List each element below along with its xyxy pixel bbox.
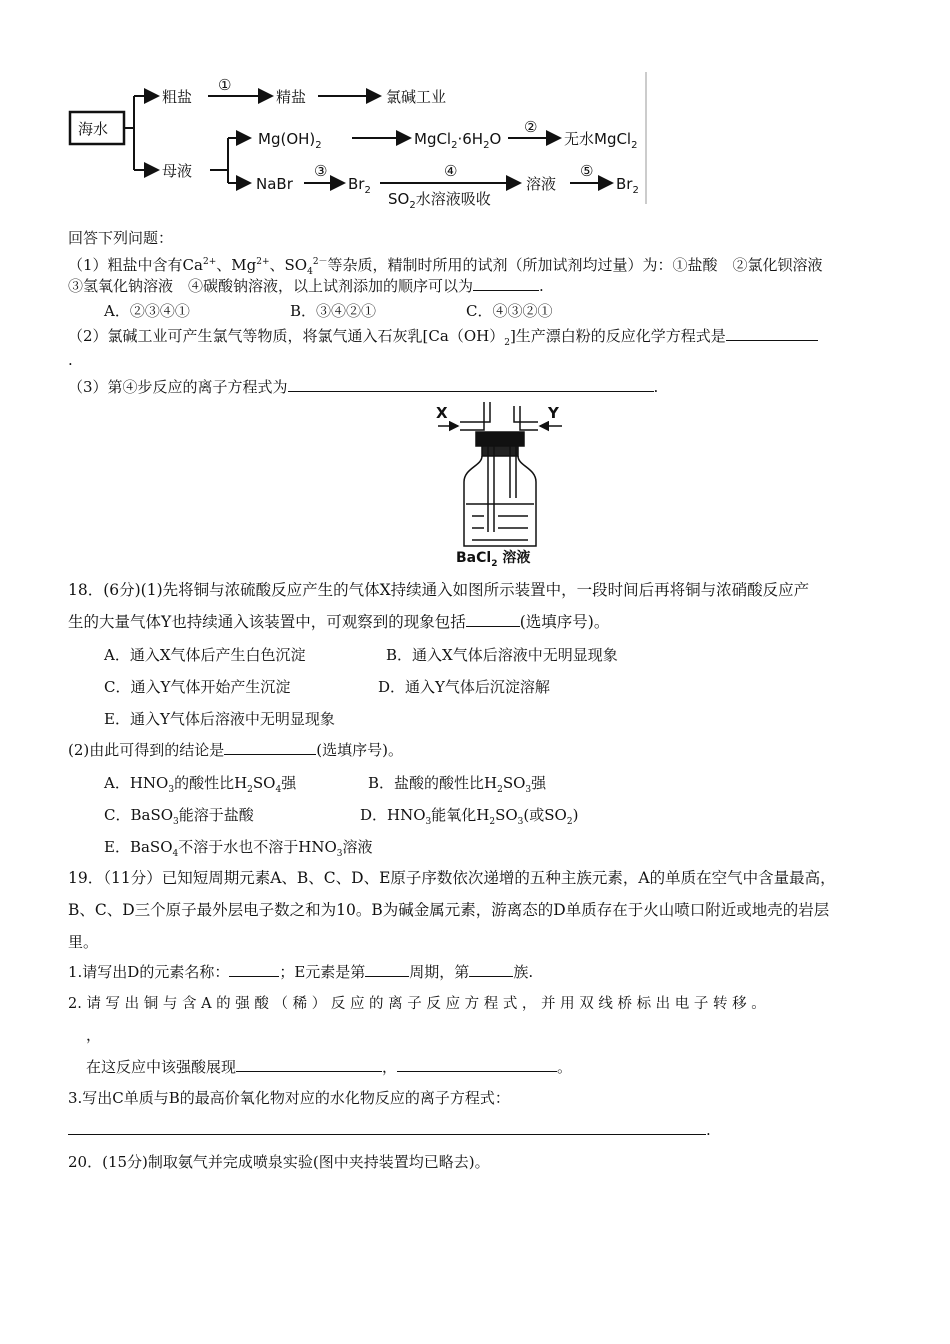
q17-option-a: A．②③④①	[104, 302, 190, 320]
svg-text:Br2: $Br_2$	[616, 175, 639, 196]
flow-nabr: NaBr	[256, 175, 293, 193]
q20-line1: 20．(15分)制取氨气并完成喷泉实验(图中夹持装置均已略去)。	[68, 1153, 490, 1171]
bottle-caption: BaCl	[456, 550, 492, 566]
svg-text:无水MgCl2: 无水MgCl$_2$	[564, 130, 638, 151]
q18-option-d: D．通入Y气体后沉淀溶解	[378, 678, 550, 696]
q17-part3: （3）第④步反应的离子方程式为 .	[68, 378, 659, 396]
answer-blank[interactable]	[68, 1120, 706, 1135]
q19-sub2-comma: ，	[86, 1026, 102, 1044]
q17-option-b: B．③④②①	[290, 302, 377, 320]
answer-blank[interactable]	[224, 740, 316, 755]
q17-option-c: C．④③②①	[466, 302, 553, 320]
answer-blank[interactable]	[473, 276, 539, 291]
q17-part1-line2: ③氢氧化钠溶液 ④碳酸钠溶液，以上试剂添加的顺序可以为 .	[68, 277, 544, 295]
flow-crude-salt: 粗盐	[162, 88, 193, 106]
svg-text:Mg(OH)2	[258, 130, 322, 151]
q17-intro: 回答下列问题：	[68, 229, 174, 247]
label-y: Y	[548, 404, 559, 422]
q18-line1: 18．(6分)(1)先将铜与浓硫酸反应产生的气体X持续通入如图所示装置中，一段时间后再将铜与浓硝酸反应产	[68, 581, 810, 599]
flow-anhydrous: 无水MgCl	[564, 130, 632, 148]
q18-conclusion-e: E．BaSO$_4$不溶于水也不溶于$HNO_3$溶液	[104, 838, 373, 859]
answer-blank[interactable]	[365, 962, 409, 977]
flow-refined-salt: 精盐	[276, 88, 307, 106]
q18-option-a: A．通入X气体后产生白色沉淀	[104, 646, 306, 664]
q19-line2: B、C、D三个原子最外层电子数之和为10。B为碱金属元素，游离态的D单质存在于火山喷口附近或地壳的岩层	[68, 901, 830, 919]
process-flowchart	[60, 68, 660, 210]
svg-text:BaCl2 溶液: BaCl$_2$ 溶液	[456, 550, 531, 568]
answer-blank[interactable]	[288, 377, 654, 392]
answer-blank[interactable]	[726, 326, 818, 341]
flow-step1: ①	[218, 76, 232, 94]
flow-mgcl2: MgCl	[414, 130, 452, 148]
q18-option-b: B．通入X气体后溶液中无明显现象	[386, 646, 618, 664]
answer-blank[interactable]	[229, 962, 279, 977]
flow-mother-liquor: 母液	[162, 162, 193, 180]
answer-blank[interactable]	[397, 1057, 557, 1072]
q19-line1: 19．（11分）已知短周期元素A、B、C、D、E原子序数依次递增的五种主族元素，A的单质在空气中含量最高，	[68, 869, 836, 887]
gas-washing-bottle-diagram	[430, 396, 570, 568]
flow-br2-a: Br	[348, 175, 365, 193]
svg-text:Br2: $Br_2$	[348, 175, 371, 196]
q19-sub1: 1.请写出D的元素名称： ；E元素是第 周期，第 族.	[68, 963, 534, 981]
q18-part2: (2)由此可得到的结论是 (选填序号)。	[68, 741, 403, 759]
svg-text:SO2水溶液吸收: $SO_2$水溶液吸收	[388, 190, 491, 210]
flow-step4: ④	[444, 162, 458, 180]
flow-mgoh2: Mg(OH)	[258, 130, 316, 148]
q18-option-c: C．通入Y气体开始产生沉淀	[104, 678, 291, 696]
q18-line2: 生的大量气体Y也持续通入该装置中，可观察到的现象包括 (选填序号)。	[68, 613, 610, 631]
answer-blank[interactable]	[469, 962, 513, 977]
q18-conclusion-b: B．盐酸的酸性比$H_2SO_3$强	[368, 774, 547, 795]
answer-blank[interactable]	[466, 612, 520, 627]
answer-blank[interactable]	[236, 1057, 382, 1072]
flow-so2: SO	[388, 190, 410, 208]
svg-text:MgCl2·6H2O: $MgCl_2\cdot 6H_2O$	[414, 130, 502, 151]
q19-line3: 里。	[68, 933, 99, 951]
q19-sub2-line2: 在这反应中该强酸展现 ， 。	[86, 1058, 573, 1076]
q19-sub2: 2. 请 写 出 铜 与 含 A 的 强 酸 （ 稀 ） 反 应 的 离 子 反 应 方 程 式 ， 并 用 双 线 桥 标 出 电 子 转 移 。	[68, 996, 766, 1012]
flow-step2: ②	[524, 118, 538, 136]
flow-mgoh2-sub: 2	[315, 140, 322, 151]
flow-chlor-alkali: 氯碱工业	[386, 88, 447, 106]
label-x: X	[436, 404, 448, 422]
q18-conclusion-c: C．BaSO$_3$能溶于盐酸	[104, 806, 254, 827]
flow-step3: ③	[314, 162, 328, 180]
q18-conclusion-a: A．$HNO_3$的酸性比$H_2SO_4$强	[104, 774, 297, 795]
q18-conclusion-d: D．$HNO_3$能氧化$H_2SO_3$(或$SO_2$)	[360, 806, 579, 827]
flow-br2-b: Br	[616, 175, 633, 193]
flow-step5: ⑤	[580, 162, 594, 180]
q19-sub3: 3.写出C单质与B的最高价氧化物对应的水化物反应的离子方程式：	[68, 1089, 510, 1107]
q19-sub3-answer: .	[68, 1120, 711, 1140]
flow-solution: 溶液	[526, 175, 557, 193]
q17-part2-end: .	[68, 351, 73, 369]
flow-source: 海水	[78, 120, 109, 138]
q17-part1-line1: （1）粗盐中含有$Ca^{2+}$、$Mg^{2+}$、$SO_4^{2-}$等杂质，精制时所用的试剂（所加试剂均过量）为：①盐酸 ②氯化钡溶液	[68, 256, 823, 277]
q17-part2: （2）氯碱工业可产生氯气等物质，将氯气通入石灰乳$[Ca(OH)_2]$生产漂白粉的反应化学方程式是	[68, 326, 818, 353]
q18-option-e: E．通入Y气体后溶液中无明显现象	[104, 710, 335, 728]
